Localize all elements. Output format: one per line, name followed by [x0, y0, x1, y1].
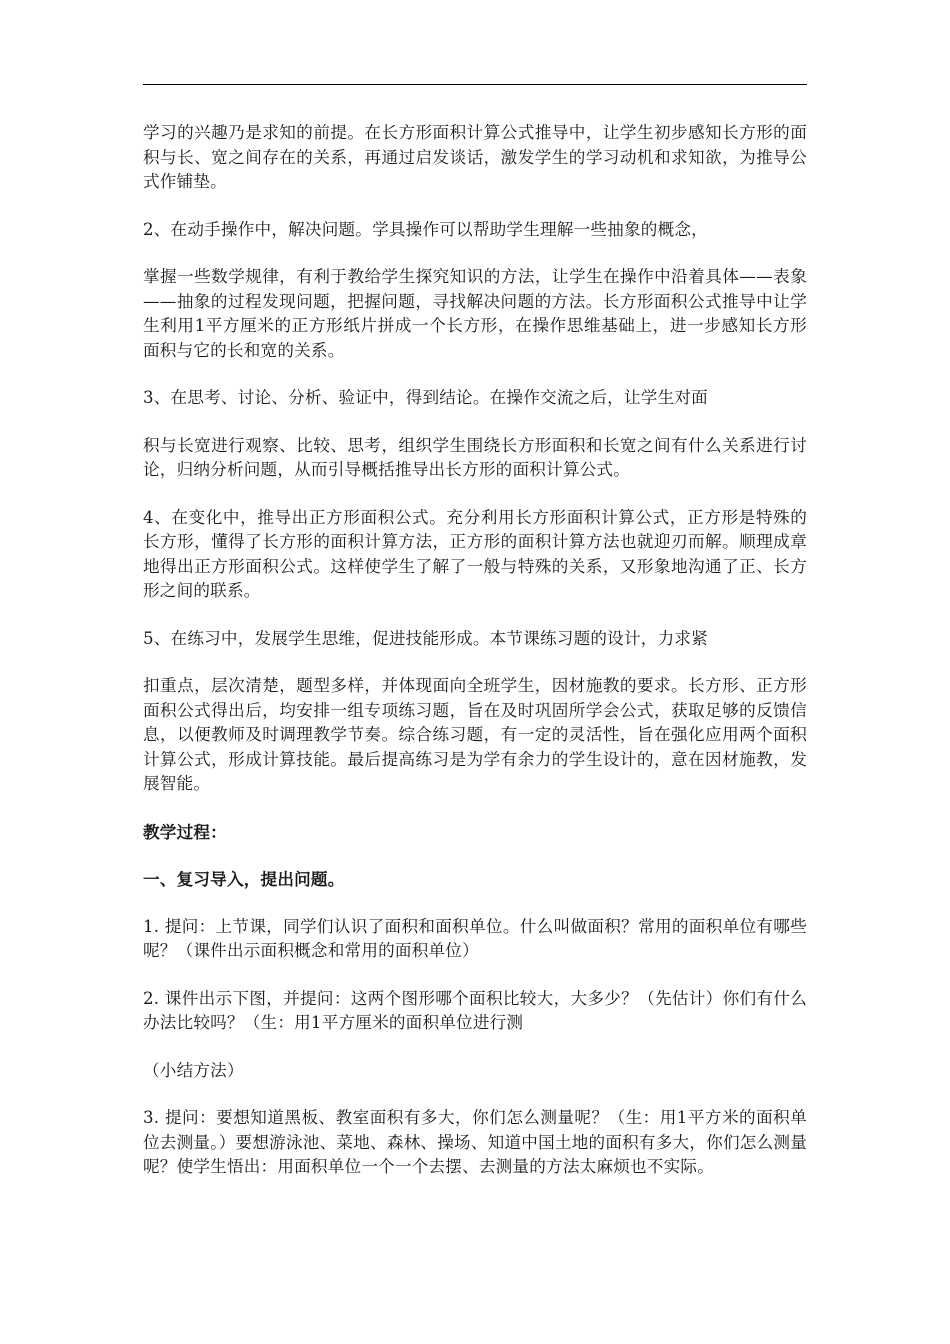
header-rule	[143, 84, 807, 85]
paragraph-point-2: 2、在动手操作中，解决问题。学具操作可以帮助学生理解一些抽象的概念，	[143, 219, 708, 239]
paragraph-point-3-cont: 积与长宽进行观察、比较、思考，组织学生围绕长方形面积和长宽之间有什么关系进行讨论，归纳分析问题，从而引导概括推导出长方形的面积计算公式。	[143, 435, 807, 479]
paragraph-intro: 学习的兴趣乃是求知的前提。在长方形面积计算公式推导中，让学生初步感知长方形的面积与长、宽之间存在的关系，再通过启发谈话，激发学生的学习动机和求知欲，为推导公式作铺垫。	[143, 123, 807, 191]
paragraph-point-5: 5、在练习中，发展学生思维，促进技能形成。本节课练习题的设计，力求紧	[143, 628, 708, 648]
step-3-question: 3. 提问：要想知道黑板、教室面积有多大，你们怎么测量呢？（生：用1平方米的面积单位去测量。）要想游泳池、菜地、森林、操场、知道中国土地的面积有多大，你们怎么测量呢？使学生悟出：用面积单位一个一个去摆、去测量的方法太麻烦也不实际。	[143, 1108, 807, 1176]
summary-method: （小结方法）	[143, 1060, 244, 1080]
paragraph-point-5-cont: 扣重点，层次清楚，题型多样，并体现面向全班学生，因材施教的要求。长方形、正方形面积公式得出后，均安排一组专项练习题，旨在及时巩固所学会公式，获取足够的反馈信息，以便教师及时调理教学节奏。综合练习题，有一定的灵活性，旨在强化应用两个面积计算公式，形成计算技能。最后提高练习是为学有余力的学生设计的，意在因材施教，发展智能。	[143, 676, 807, 793]
paragraph-point-3: 3、在思考、讨论、分析、验证中，得到结论。在操作交流之后，让学生对面	[143, 388, 708, 407]
section-heading-review: 一、复习导入，提出问题。	[143, 869, 345, 889]
paragraph-point-2-cont: 掌握一些数学规律，有利于教给学生探究知识的方法，让学生在操作中沿着具体——表象——抽象的过程发现问题，把握问题，寻找解决问题的方法。长方形面积公式推导中让学生利用1平方厘米的正方形纸片拼成一个长方形，在操作思维基础上，进一步感知长方形面积与它的长和宽的关系。	[143, 267, 807, 360]
section-heading-process: 教学过程：	[143, 821, 227, 842]
paragraph-point-4: 4、在变化中，推导出正方形面积公式。充分利用长方形面积计算公式，正方形是特殊的长方形，懂得了长方形的面积计算方法，正方形的面积计算方法也就迎刃而解。顺理成章地得出正方形面积公式。这样使学生了解了一般与特殊的关系，又形象地沟通了正、长方形之间的联系。	[143, 507, 807, 600]
step-1-question: 1. 提问：上节课，同学们认识了面积和面积单位。什么叫做面积？常用的面积单位有哪些呢？（课件出示面积概念和常用的面积单位）	[143, 916, 807, 960]
step-2-question: 2. 课件出示下图，并提问：这两个图形哪个面积比较大，大多少？（先估计）你们有什么办法比较吗？（生：用1平方厘米的面积单位进行测	[143, 988, 807, 1032]
document-body	[143, 121, 807, 1180]
